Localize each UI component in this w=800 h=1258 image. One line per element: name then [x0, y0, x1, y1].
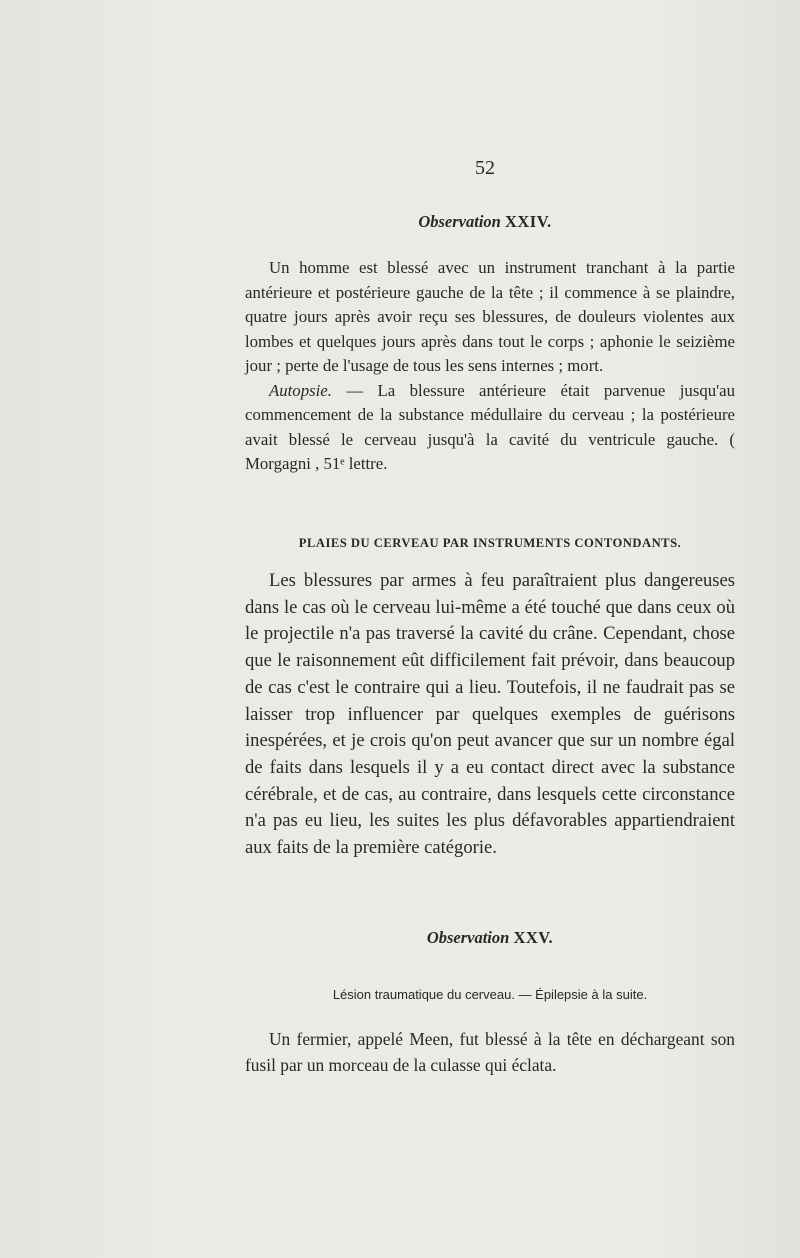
autopsie-label: Autopsie.: [269, 380, 332, 400]
observation-label: Observation: [418, 212, 501, 231]
observation-label: Observation: [426, 928, 510, 947]
observation-25-subtitle: Lésion traumatique du cerveau. — Épilepsie à la suite.: [332, 987, 648, 1002]
observation-24-body: [245, 256, 735, 477]
autopsie-paragraph: [245, 379, 735, 477]
observation-24-paragraph: Un homme est blessé avec un instrument tranchant à la partie antérieure et postérieure gauche de la tête ; il commence à se plaindre, quatre jours après avoir reçu ses blessures, de douleurs violentes aux lombes et quelques jours après dans tout le corps ; aphonie le seizième jour ; perte de l'usage de tous les sens internes ; mort.: [245, 258, 735, 375]
observation-number: XXV.: [513, 928, 554, 947]
observation-25-title: [0, 928, 800, 948]
autopsie-text: — La blessure antérieure était parvenue jusqu'au commencement de la substance médullaire du cerveau ; la postérieure avait blessé le cerveau jusqu'à la cavité du ventricule gauche. ( Morgagni , 51ᵉ lettre.: [245, 380, 735, 473]
observation-24-title: [0, 212, 800, 232]
observation-number: XXIV.: [504, 212, 552, 231]
observation-25-paragraph: Un fermier, appelé Meen, fut blessé à la tête en déchargeant son fusil par un morceau de la culasse qui éclata.: [245, 1029, 735, 1075]
observation-25-body: [245, 1026, 735, 1078]
section-heading: PLAIES DU CERVEAU PAR INSTRUMENTS CONTONDANTS.: [298, 536, 682, 550]
page-number: 52: [475, 157, 495, 179]
section-body: [245, 568, 735, 862]
section-paragraph: Les blessures par armes à feu paraîtraient plus dangereuses dans le cas où le cerveau lui-même a été touché que dans ceux où le projectile n'a pas traversé la cavité du crâne. Cependant, chose que le raisonnement eût difficilement fait prévoir, dans beaucoup de cas c'est le contraire qui a lieu. Toutefois, il ne faudrait pas se laisser trop influencer par quelques exemples de guérisons inespérées, et je crois qu'on peut avancer que sur un nombre égal de faits dans lesquels il y a eu contact direct avec la substance cérébrale, et de cas, au contraire, dans lesquels cette circonstance n'a pas eu lieu, les suites les plus défavorables appartiendraient aux faits de la première catégorie.: [245, 570, 735, 859]
